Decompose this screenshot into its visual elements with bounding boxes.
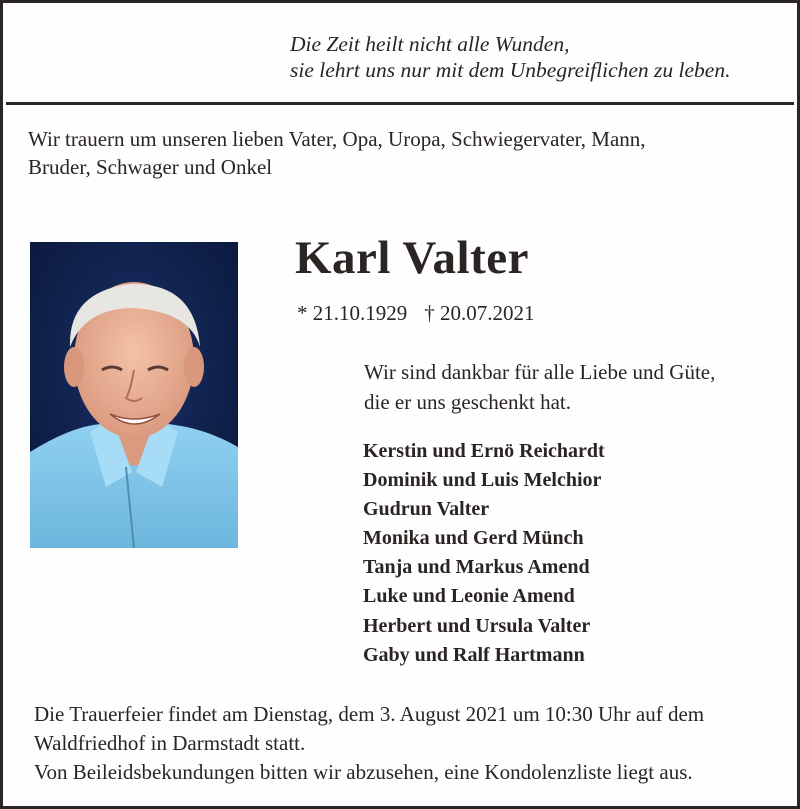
thanks-text <box>364 357 715 417</box>
divider-line <box>6 102 794 105</box>
thanks-line-2: die er uns geschenkt hat. <box>364 390 572 414</box>
deceased-name: Karl Valter <box>295 232 529 284</box>
intro-line-2: Bruder, Schwager und Onkel <box>28 155 273 179</box>
portrait-photo <box>30 242 238 548</box>
mourner-entry: Monika und Gerd Münch <box>363 527 584 550</box>
birth-date: * 21.10.1929 <box>297 301 408 325</box>
motto-quote <box>290 31 730 83</box>
footer-line-2: Waldfriedhof in Darmstadt statt. <box>34 731 306 755</box>
mourner-entry: Gudrun Valter <box>363 498 490 521</box>
life-dates <box>297 301 535 326</box>
mourner-entry: Luke und Leonie Amend <box>363 585 575 608</box>
mourner-entry: Dominik und Luis Melchior <box>363 469 602 492</box>
motto-line-2: sie lehrt uns nur mit dem Unbegreiflichen zu leben. <box>290 58 731 82</box>
death-date: † 20.07.2021 <box>424 301 535 325</box>
intro-text <box>28 125 768 181</box>
footer-line-3: Von Beileidsbekundungen bitten wir abzusehen, eine Kondolenzliste liegt aus. <box>34 760 693 784</box>
mourner-entry: Herbert und Ursula Valter <box>363 614 591 637</box>
motto-line-1: Die Zeit heilt nicht alle Wunden, <box>290 32 570 56</box>
ceremony-info <box>34 700 779 787</box>
mourners-list <box>363 437 605 670</box>
mourner-entry: Tanja und Markus Amend <box>363 556 590 579</box>
mourner-entry: Kerstin und Ernö Reichardt <box>363 440 605 462</box>
thanks-line-1: Wir sind dankbar für alle Liebe und Güte, <box>364 360 716 384</box>
intro-line-1: Wir trauern um unseren lieben Vater, Opa, Uropa, Schwiegervater, Mann, <box>28 127 646 151</box>
mourner-entry: Gaby und Ralf Hartmann <box>363 643 585 666</box>
footer-line-1: Die Trauerfeier findet am Dienstag, dem 3. August 2021 um 10:30 Uhr auf dem <box>34 702 705 726</box>
